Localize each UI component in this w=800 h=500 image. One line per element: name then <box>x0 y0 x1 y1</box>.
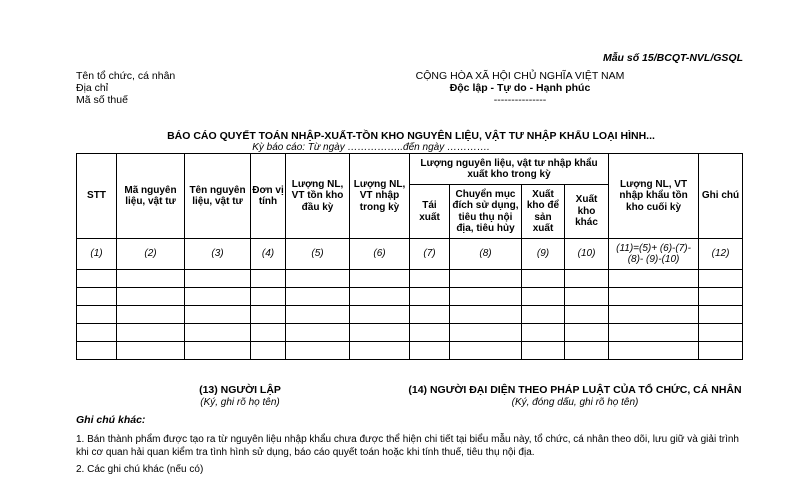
table-cell <box>251 342 286 360</box>
table-cell <box>77 306 117 324</box>
preparer-signature <box>150 384 330 408</box>
table-header-row <box>77 154 743 185</box>
table-cell <box>609 306 699 324</box>
organization-info <box>76 70 175 106</box>
index-cell: (3) <box>185 239 251 270</box>
header-note: Ghi chú <box>699 154 743 239</box>
table-cell <box>609 288 699 306</box>
table-cell <box>565 288 609 306</box>
table-cell <box>251 306 286 324</box>
index-cell-formula: (11)=(5)+ (6)-(7)-(8)- (9)-(10) <box>609 239 699 270</box>
report-title: BÁO CÁO QUYẾT TOÁN NHẬP-XUẤT-TỒN KHO NGUYÊN LIỆU, VẬT TƯ NHẬP KHẨU LOẠI HÌNH... <box>167 130 655 142</box>
table-cell <box>185 306 251 324</box>
index-cell: (4) <box>251 239 286 270</box>
org-address-label: Địa chỉ <box>76 82 109 94</box>
table-cell <box>522 324 565 342</box>
table-cell <box>522 270 565 288</box>
table-cell <box>410 270 450 288</box>
preparer-title: (13) NGƯỜI LẬP <box>199 384 281 396</box>
table-cell <box>350 324 410 342</box>
header-imported: Lượng NL, VT nhập trong kỳ <box>350 154 410 239</box>
table-cell <box>350 342 410 360</box>
table-cell <box>699 324 743 342</box>
table-cell <box>522 288 565 306</box>
header-export-production: Xuất kho để sản xuất <box>522 185 565 239</box>
table-cell <box>450 288 522 306</box>
preparer-note: (Ký, ghi rõ họ tên) <box>200 397 280 408</box>
table-cell <box>251 324 286 342</box>
table-cell <box>286 288 350 306</box>
header-divider: --------------- <box>493 94 547 106</box>
index-cell: (2) <box>117 239 185 270</box>
table-cell <box>609 270 699 288</box>
index-cell: (5) <box>286 239 350 270</box>
table-cell <box>450 324 522 342</box>
report-period: Kỳ báo cáo: Từ ngày ……………..đến ngày …………. <box>252 142 490 153</box>
note-item-2: 2. Các ghi chú khác (nếu có) <box>76 464 204 475</box>
index-cell: (9) <box>522 239 565 270</box>
org-name-label: Tên tổ chức, cá nhân <box>76 70 176 82</box>
table-cell <box>609 342 699 360</box>
table-row <box>77 288 743 306</box>
report-table <box>76 153 743 360</box>
table-cell <box>450 270 522 288</box>
table-cell <box>77 288 117 306</box>
table-cell <box>286 270 350 288</box>
header-closing-stock: Lượng NL, VT nhập khẩu tồn kho cuối kỳ <box>609 154 699 239</box>
table-cell <box>522 342 565 360</box>
table-cell <box>185 270 251 288</box>
national-header <box>410 70 630 106</box>
table-cell <box>450 306 522 324</box>
table-cell <box>286 324 350 342</box>
table-cell <box>565 270 609 288</box>
table-cell <box>286 342 350 360</box>
table-cell <box>77 342 117 360</box>
index-cell: (12) <box>699 239 743 270</box>
table-cell <box>350 306 410 324</box>
table-row <box>77 270 743 288</box>
table-cell <box>77 270 117 288</box>
table-cell <box>699 306 743 324</box>
header-material-code: Mã nguyên liệu, vật tư <box>117 154 185 239</box>
table-cell <box>185 324 251 342</box>
header-unit: Đơn vị tính <box>251 154 286 239</box>
header-material-name: Tên nguyên liệu, vật tư <box>185 154 251 239</box>
note-item-1: 1. Bán thành phẩm được tạo ra từ nguyên liệu nhập khẩu chưa được thể hiện chi tiết tại biểu mẫu này, tổ chức, cá nhân theo dõi, lưu giữ và giải trình khi cơ quan hải quan kiểm tra tình hình sử dụng, báo cáo quyết toán hoặc khi tính thuế, tiêu thụ nội địa. <box>76 434 739 458</box>
table-cell <box>117 288 185 306</box>
index-cell: (7) <box>410 239 450 270</box>
index-cell: (1) <box>77 239 117 270</box>
table-cell <box>185 342 251 360</box>
table-cell <box>410 342 450 360</box>
form-code: Mẫu số 15/BCQT-NVL/GSQL <box>602 52 743 64</box>
table-cell <box>522 306 565 324</box>
table-cell <box>185 288 251 306</box>
table-body <box>77 270 743 360</box>
table-row <box>77 342 743 360</box>
header-opening-stock: Lượng NL, VT tồn kho đầu kỳ <box>286 154 350 239</box>
republic-name: CỘNG HÒA XÃ HỘI CHỦ NGHĨA VIỆT NAM <box>415 70 625 82</box>
table-cell <box>410 288 450 306</box>
header-change-purpose: Chuyển mục đích sử dụng, tiêu thụ nội địa, tiêu hủy <box>450 185 522 239</box>
header-re-export: Tái xuất <box>410 185 450 239</box>
table-cell <box>286 306 350 324</box>
table-cell <box>699 270 743 288</box>
table-cell <box>251 288 286 306</box>
table-cell <box>117 342 185 360</box>
table-row <box>77 306 743 324</box>
table-cell <box>350 288 410 306</box>
table-cell <box>450 342 522 360</box>
table-cell <box>699 342 743 360</box>
index-cell: (8) <box>450 239 522 270</box>
column-index-row <box>77 239 743 270</box>
header-export-other: Xuất kho khác <box>565 185 609 239</box>
national-motto: Độc lập - Tự do - Hạnh phúc <box>449 82 591 94</box>
table-cell <box>565 324 609 342</box>
table-cell <box>117 306 185 324</box>
other-notes <box>76 414 746 480</box>
index-cell: (6) <box>350 239 410 270</box>
header-stt: STT <box>77 154 117 239</box>
index-cell: (10) <box>565 239 609 270</box>
notes-title: Ghi chú khác: <box>76 414 146 426</box>
table-cell <box>77 324 117 342</box>
table-cell <box>251 270 286 288</box>
table-cell <box>117 270 185 288</box>
header-exported-group: Lượng nguyên liệu, vật tư nhập khẩu xuất kho trong kỳ <box>410 154 609 185</box>
table-row <box>77 324 743 342</box>
table-cell <box>609 324 699 342</box>
table-cell <box>699 288 743 306</box>
table-cell <box>117 324 185 342</box>
table-cell <box>565 342 609 360</box>
representative-note: (Ký, đóng dấu, ghi rõ họ tên) <box>511 397 639 408</box>
table-cell <box>350 270 410 288</box>
representative-title: (14) NGƯỜI ĐẠI DIỆN THEO PHÁP LUẬT CỦA TỔ CHỨC, CÁ NHÂN <box>408 384 742 396</box>
org-tax-code-label: Mã số thuế <box>76 94 128 106</box>
representative-signature <box>405 384 745 408</box>
table-cell <box>565 306 609 324</box>
table-cell <box>410 306 450 324</box>
table-cell <box>410 324 450 342</box>
